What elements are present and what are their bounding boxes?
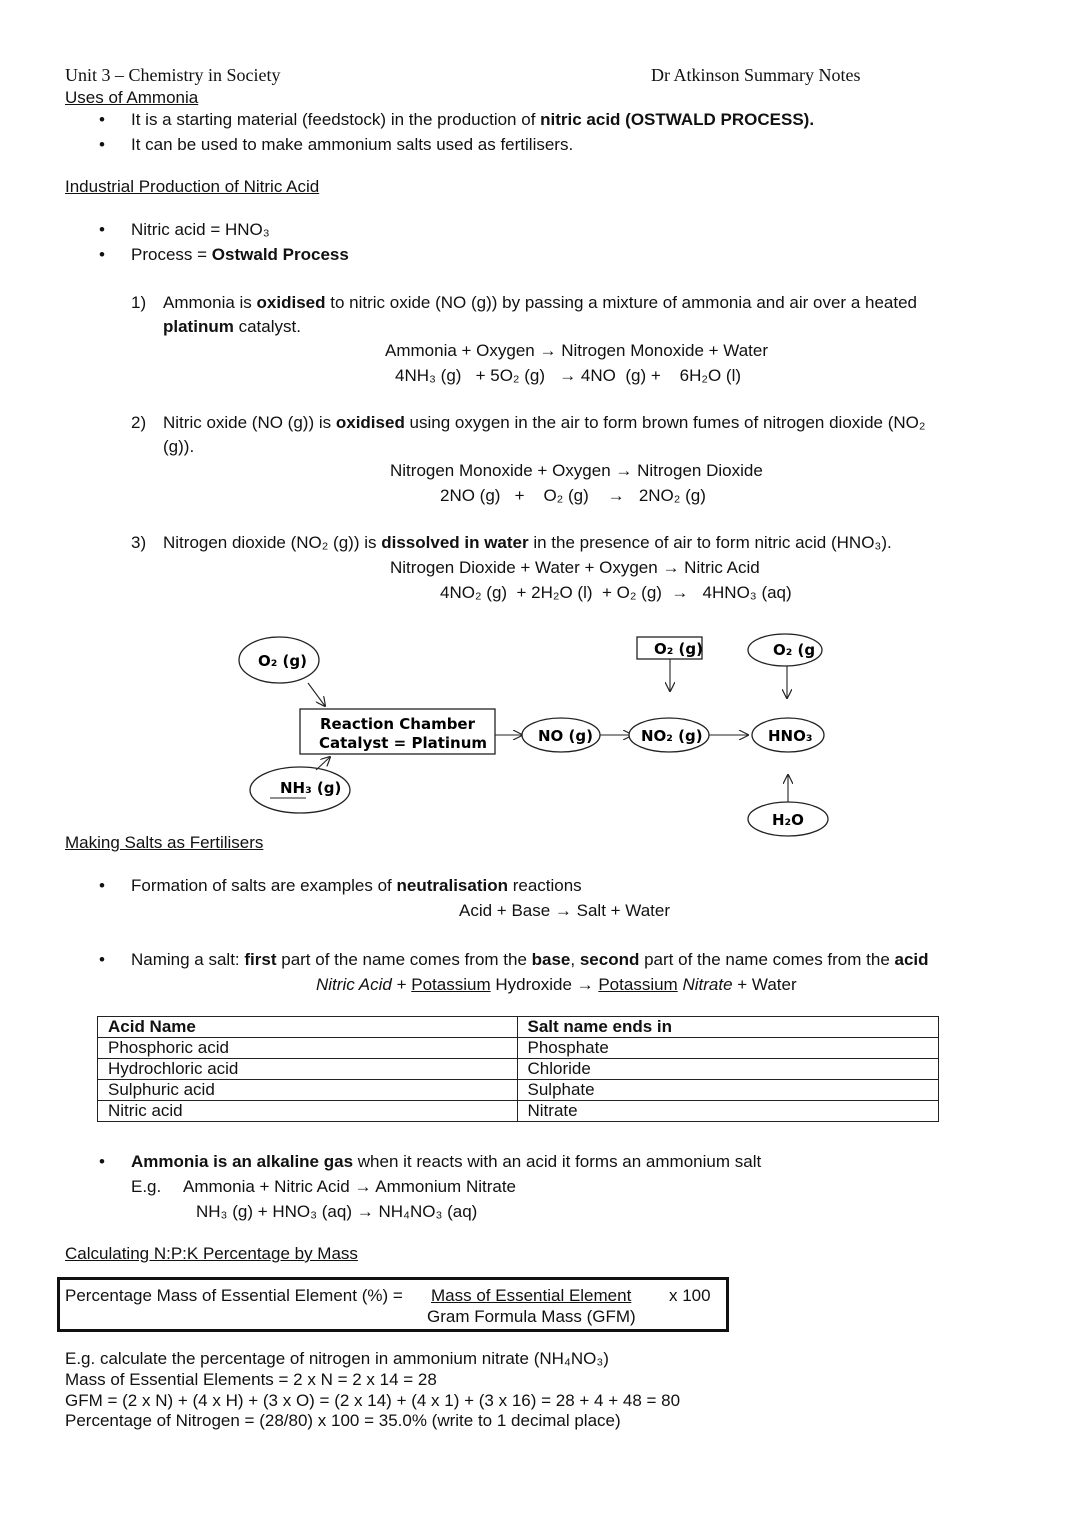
npk-example-1: E.g. calculate the percentage of nitrogen in ammonium nitrate (NH₄NO₃) bbox=[65, 1349, 609, 1368]
text-bold: neutralisation bbox=[396, 876, 508, 895]
step-1-word-equation: Ammonia + Oxygen → Nitrogen Monoxide + Water bbox=[385, 341, 768, 360]
step-1-line-1 bbox=[163, 293, 917, 313]
industrial-bullet-2 bbox=[131, 245, 349, 265]
industrial-heading: Industrial Production of Nitric Acid bbox=[65, 177, 320, 196]
text-bold: Ammonia is an alkaline gas bbox=[131, 1152, 354, 1171]
npk-example-4: Percentage of Nitrogen = (28/80) x 100 = 35.0% (write to 1 decimal place) bbox=[65, 1411, 621, 1430]
salts-heading: Making Salts as Fertilisers bbox=[65, 833, 264, 852]
text-bold: base bbox=[531, 950, 571, 969]
npk-heading: Calculating N:P:K Percentage by Mass bbox=[65, 1244, 358, 1263]
uses-heading: Uses of Ammonia bbox=[65, 88, 199, 107]
text: to nitric oxide (NO (g)) by passing a mixture of ammonia and air over a heated bbox=[325, 293, 917, 312]
text: , bbox=[570, 950, 580, 969]
formula-lhs: Percentage Mass of Essential Element (%) = bbox=[65, 1286, 408, 1305]
formula-numerator bbox=[431, 1286, 631, 1306]
salts-bullet-1 bbox=[131, 876, 582, 896]
text: in the presence of air to form nitric acid (HNO₃). bbox=[528, 533, 892, 552]
formula-multiplier: x 100 bbox=[669, 1286, 711, 1305]
text-bold: Ostwald Process bbox=[211, 245, 349, 264]
step-1-line-2 bbox=[163, 317, 301, 337]
table-row bbox=[98, 1101, 939, 1122]
no2-label: NO₂ (g) bbox=[641, 727, 703, 745]
table-header-acid: Acid Name bbox=[98, 1017, 518, 1038]
table-header-salt: Salt name ends in bbox=[517, 1017, 939, 1038]
step-3-word-equation: Nitrogen Dioxide + Water + Oxygen → Nitric Acid bbox=[390, 558, 760, 577]
unit-title: Unit 3 – Chemistry in Society bbox=[65, 65, 281, 85]
text: Naming a salt: bbox=[131, 950, 245, 969]
salts-bullet-2 bbox=[131, 950, 929, 970]
text: reactions bbox=[507, 876, 582, 895]
step-3-number: 3) bbox=[131, 533, 147, 552]
text: Formation of salts are examples of bbox=[131, 876, 397, 895]
ammonia-equation: NH₃ (g) + HNO₃ (aq) → NH₄NO₃ (aq) bbox=[196, 1202, 478, 1221]
text: Hydroxide → bbox=[490, 975, 599, 994]
text: Mass of Essential Element bbox=[431, 1286, 632, 1305]
text: part of the name comes from the bbox=[639, 950, 895, 969]
table-cell: Phosphate bbox=[517, 1038, 939, 1059]
h2o-label: H₂O bbox=[772, 811, 804, 829]
table-header-row bbox=[98, 1017, 939, 1038]
text-bold: dissolved in water bbox=[381, 533, 529, 552]
table-cell: Nitrate bbox=[517, 1101, 939, 1122]
ammonia-word-equation: Ammonia + Nitric Acid → Ammonium Nitrate bbox=[183, 1177, 517, 1196]
step-2-equation: 2NO (g) + O₂ (g) → 2NO₂ (g) bbox=[440, 486, 706, 505]
o2-left-label: O₂ (g) bbox=[258, 652, 307, 670]
o2-right-label: O₂ (g bbox=[773, 641, 816, 659]
uses-bullet-2: • It can be used to make ammonium salts used as fertilisers. bbox=[131, 135, 573, 155]
no-label: NO (g) bbox=[538, 727, 593, 745]
step-3-equation: 4NO₂ (g) + 2H₂O (l) + O₂ (g) → 4HNO₃ (aq) bbox=[440, 583, 792, 602]
table-row bbox=[98, 1038, 939, 1059]
arrow-nh3-to-chamber bbox=[316, 757, 330, 770]
chamber-label-1: Reaction Chamber bbox=[320, 715, 476, 733]
npk-example-2: Mass of Essential Elements = 2 x N = 2 x 14 = 28 bbox=[65, 1370, 437, 1389]
step-1-equation: 4NH₃ (g) + 5O₂ (g) → 4NO (g) + 6H₂O (l) bbox=[395, 366, 742, 385]
text-bold: acid bbox=[894, 950, 929, 969]
uses-bullet-1 bbox=[131, 110, 814, 130]
text: It is a starting material (feedstock) in the production of bbox=[131, 110, 541, 129]
text: when it reacts with an acid it forms an ammonium salt bbox=[353, 1152, 762, 1171]
industrial-bullet-1: • Nitric acid = HNO₃ bbox=[131, 220, 270, 240]
text: Process = bbox=[131, 245, 212, 264]
table-row bbox=[98, 1059, 939, 1080]
formula-denominator: Gram Formula Mass (GFM) bbox=[427, 1307, 636, 1326]
table-cell: Nitric acid bbox=[98, 1101, 518, 1122]
text: Nitrogen dioxide (NO₂ (g)) is bbox=[163, 533, 382, 552]
text: Potassium bbox=[598, 975, 678, 994]
author-title: Dr Atkinson Summary Notes bbox=[651, 65, 861, 85]
step-2-line-2: (g)). bbox=[163, 437, 195, 456]
text-bold: first bbox=[244, 950, 277, 969]
step-2-number: 2) bbox=[131, 413, 147, 432]
ostwald-flow-diagram bbox=[0, 625, 1080, 840]
text-bold: oxidised bbox=[335, 413, 405, 432]
step-2-line-1 bbox=[163, 413, 925, 433]
text: + Water bbox=[732, 975, 797, 994]
text: Nitric Acid bbox=[316, 975, 392, 994]
eg-label: E.g. bbox=[131, 1177, 162, 1196]
text: Nitric oxide (NO (g)) is bbox=[163, 413, 336, 432]
npk-example-3: GFM = (2 x N) + (4 x H) + (3 x O) = (2 x 14) + (4 x 1) + (3 x 16) = 28 + 4 + 48 = 80 bbox=[65, 1391, 681, 1410]
text-bold: platinum bbox=[163, 317, 234, 336]
ammonia-bullet bbox=[131, 1152, 761, 1172]
text: + bbox=[391, 975, 412, 994]
o2-mid-label: O₂ (g) bbox=[654, 640, 703, 658]
table-cell: Sulphuric acid bbox=[98, 1080, 518, 1101]
arrow-o2-to-chamber bbox=[308, 683, 325, 706]
text-bold: oxidised bbox=[256, 293, 326, 312]
step-3-line-1 bbox=[163, 533, 892, 553]
table-cell: Phosphoric acid bbox=[98, 1038, 518, 1059]
text: Ammonia is bbox=[163, 293, 257, 312]
step-1-number: 1) bbox=[131, 293, 147, 312]
neutralisation-equation: Acid + Base → Salt + Water bbox=[459, 901, 671, 920]
hno3-label: HNO₃ bbox=[768, 727, 813, 745]
text: part of the name comes from the bbox=[276, 950, 532, 969]
chamber-label-2: Catalyst = Platinum bbox=[319, 734, 488, 752]
text-bold: second bbox=[579, 950, 640, 969]
step-2-word-equation: Nitrogen Monoxide + Oxygen → Nitrogen Dioxide bbox=[390, 461, 763, 480]
table-cell: Hydrochloric acid bbox=[98, 1059, 518, 1080]
acid-salt-table bbox=[97, 1016, 939, 1122]
salt-naming-example bbox=[316, 975, 797, 995]
table-row bbox=[98, 1080, 939, 1101]
text-bold: nitric acid (OSTWALD PROCESS). bbox=[540, 110, 815, 129]
text: Potassium bbox=[411, 975, 491, 994]
nh3-label: NH₃ (g) bbox=[280, 779, 342, 797]
text: Nitrate bbox=[682, 975, 733, 994]
table-cell: Chloride bbox=[517, 1059, 939, 1080]
text: catalyst. bbox=[233, 317, 301, 336]
table-cell: Sulphate bbox=[517, 1080, 939, 1101]
text: using oxygen in the air to form brown fumes of nitrogen dioxide (NO₂ bbox=[404, 413, 926, 432]
